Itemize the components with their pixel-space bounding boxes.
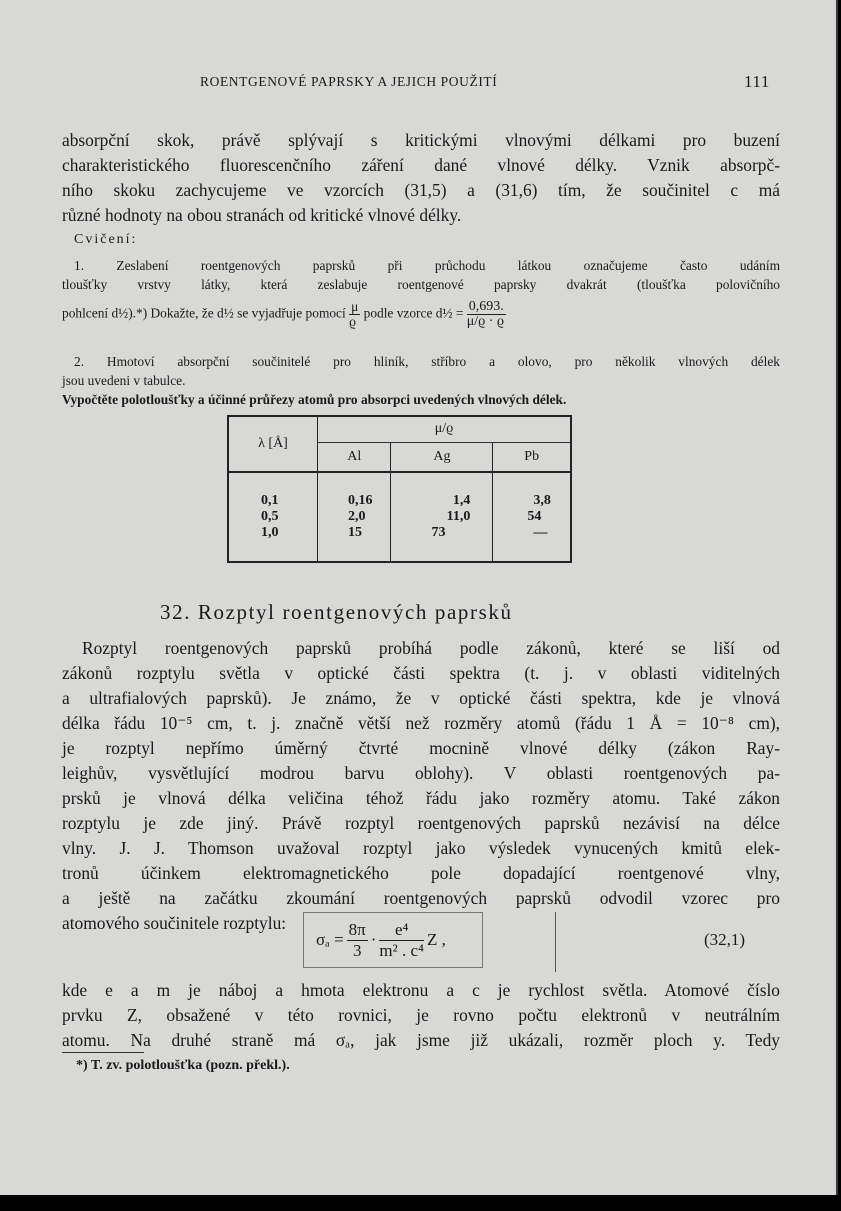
exercise-2 [62, 352, 780, 409]
pb-values [493, 472, 571, 562]
text-line: charakteristického fluorescenčního záření dané vlnové délky. Vznik absorpč- [62, 155, 780, 175]
text-fragment: pohlcení d½).*) Dokažte, že d½ se vyjadřuje pomocí [62, 305, 346, 321]
text-line: atomu. Na druhé straně má σₐ, jak jsme již ukázali, rozměr ploch y. Tedy [62, 1030, 780, 1050]
exercise-1 [62, 256, 780, 329]
table-cell: 11,0 [446, 509, 471, 524]
running-header [200, 74, 780, 90]
column-header-pb: Pb [493, 442, 571, 472]
margin-mark [555, 912, 556, 972]
text-fragment: podle vzorce d½ = [363, 305, 464, 321]
text-line: různé hodnoty na obou stranách od kritické vlnové délky. [62, 205, 462, 225]
section-title: 32. Rozptyl roentgenových paprsků [160, 600, 513, 624]
text-line: 1. Zeslabení roentgenových paprsků při průchodu látkou označujeme často udáním [74, 258, 780, 273]
text-line: délka řádu 10⁻⁵ cm, t. j. značně větší než rozměry atomů (řádu 1 Å = 10⁻⁸ cm), [62, 713, 780, 733]
multiply-dot: · [370, 930, 377, 949]
text-line: je rozptyl nepřímo úměrný čtvrté mocnině vlnové délky (zákon Ray- [62, 738, 780, 758]
fraction-numerator: μ [351, 299, 359, 314]
table-cell: 15 [348, 525, 362, 540]
text-line: tloušťky vrstvy látky, která zeslabuje roentgenové paprsky dvakrát (tloušťka polovičního [62, 277, 780, 292]
table-cell: 3,8 [533, 493, 551, 508]
fraction-denominator: 3 [352, 940, 362, 960]
column-header-ag: Ag [391, 442, 493, 472]
table-cell: 1,0 [261, 525, 279, 540]
fraction-denominator: m² . c⁴ [379, 940, 424, 960]
lambda-header: λ [Å] [258, 436, 288, 451]
half-thickness-formula [467, 300, 506, 329]
fraction-numerator: e⁴ [379, 920, 424, 941]
text-line: zákonů rozptylu světla v optické části spektra (t. j. v oblasti viditelných [62, 663, 780, 683]
table-cell: 73 [431, 525, 446, 540]
footnote-divider [62, 1052, 144, 1053]
section-paragraph [62, 636, 780, 936]
exercise-2-task: Vypočtěte polotloušťky a účinné průřezy atomů pro absorpci uvedených vlnových délek. [62, 392, 567, 407]
text-line: 2. Hmotoví absorpční součinitelé pro hliník, stříbro a olovo, pro několik vlnových délek [74, 354, 780, 369]
text-line: kde e a m je náboj a hmota elektronu a c je rychlost světla. Atomové číslo [62, 980, 780, 1000]
table-cell: 0,16 [348, 493, 373, 508]
column-header-al: Al [318, 442, 391, 472]
lambda-values [228, 472, 318, 562]
text-line: vlny. J. J. Thomson uvažoval rozptyl jako výsledek vynucených kmitů elek- [62, 838, 780, 858]
text-line: a ještě na začátku zkoumání roentgenových paprsků odvodil vzorec pro [62, 888, 780, 908]
thomson-formula [303, 912, 483, 968]
fraction-denominator: μ/ϱ · ϱ [466, 314, 505, 329]
text-line: tronů účinkem elektromagnetického pole dopadající roentgenové vlny, [62, 863, 780, 883]
exercises-heading: Cvičení: [74, 232, 138, 247]
formula-fraction-1 [347, 920, 368, 961]
text-line: leighův, vysvětlující modrou barvu oblohy). V oblasti roentgenových pa- [62, 763, 780, 783]
text-line: atomového součinitele rozptylu: [62, 913, 287, 933]
ag-values [391, 472, 493, 562]
table-cell: 2,0 [348, 509, 366, 524]
absorption-table [227, 415, 572, 563]
text-line: prvku Z, obsažené v této rovnici, je rovno počtu elektronů v neutrálním [62, 1005, 780, 1025]
text-line: absorpční skok, právě splývají s kritickými vlnovými délkami pro buzení [62, 130, 780, 150]
al-values [318, 472, 391, 562]
exercise-1-formula-line [62, 300, 780, 329]
text-line: a ultrafialových paprsků). Je známo, že v optické části spektra, kde je vlnová [62, 688, 780, 708]
footnote: *) T. zv. polotloušťka (pozn. překl.). [76, 1058, 290, 1073]
table-cell: 1,4 [452, 493, 471, 508]
fraction-numerator: 8π [348, 919, 366, 939]
text-line: Rozptyl roentgenových paprsků probíhá podle zákonů, které se liší od [82, 638, 780, 658]
table-cell: 54 [527, 509, 542, 524]
table-cell: 0,1 [261, 493, 279, 508]
running-title: ROENTGENOVÉ PAPRSKY A JEJICH POUŽITÍ [200, 74, 498, 89]
equation-number: (32,1) [704, 930, 746, 949]
text-line: jsou uvedeni v tabulce. [62, 373, 186, 388]
table-cell: — [533, 525, 548, 540]
table-cell: 0,5 [261, 509, 279, 524]
text-line: prsků je vlnová délka veličina téhož řádu jako rozměry atomu. Také zákon [62, 788, 780, 808]
after-formula-paragraph [62, 978, 780, 1053]
fraction-numerator: 0,693. [468, 299, 504, 314]
formula-fraction-2 [379, 920, 424, 961]
intro-paragraph [62, 128, 780, 228]
mu-rho-group-header: μ/ϱ [318, 416, 572, 442]
formula-lhs: σₐ = [316, 930, 344, 949]
text-line: ního skoku zachycujeme ve vzorcích (31,5) a (31,6) tím, že součinitel c má [62, 180, 780, 200]
formula-tail: Z , [426, 930, 446, 949]
text-line: rozptylu je zde jiný. Právě rozptyl roentgenových paprsků nezávisí na délce [62, 813, 780, 833]
mu-over-rho-fraction [349, 300, 360, 329]
fraction-denominator: ϱ [349, 314, 356, 329]
page-number: 111 [743, 72, 770, 91]
